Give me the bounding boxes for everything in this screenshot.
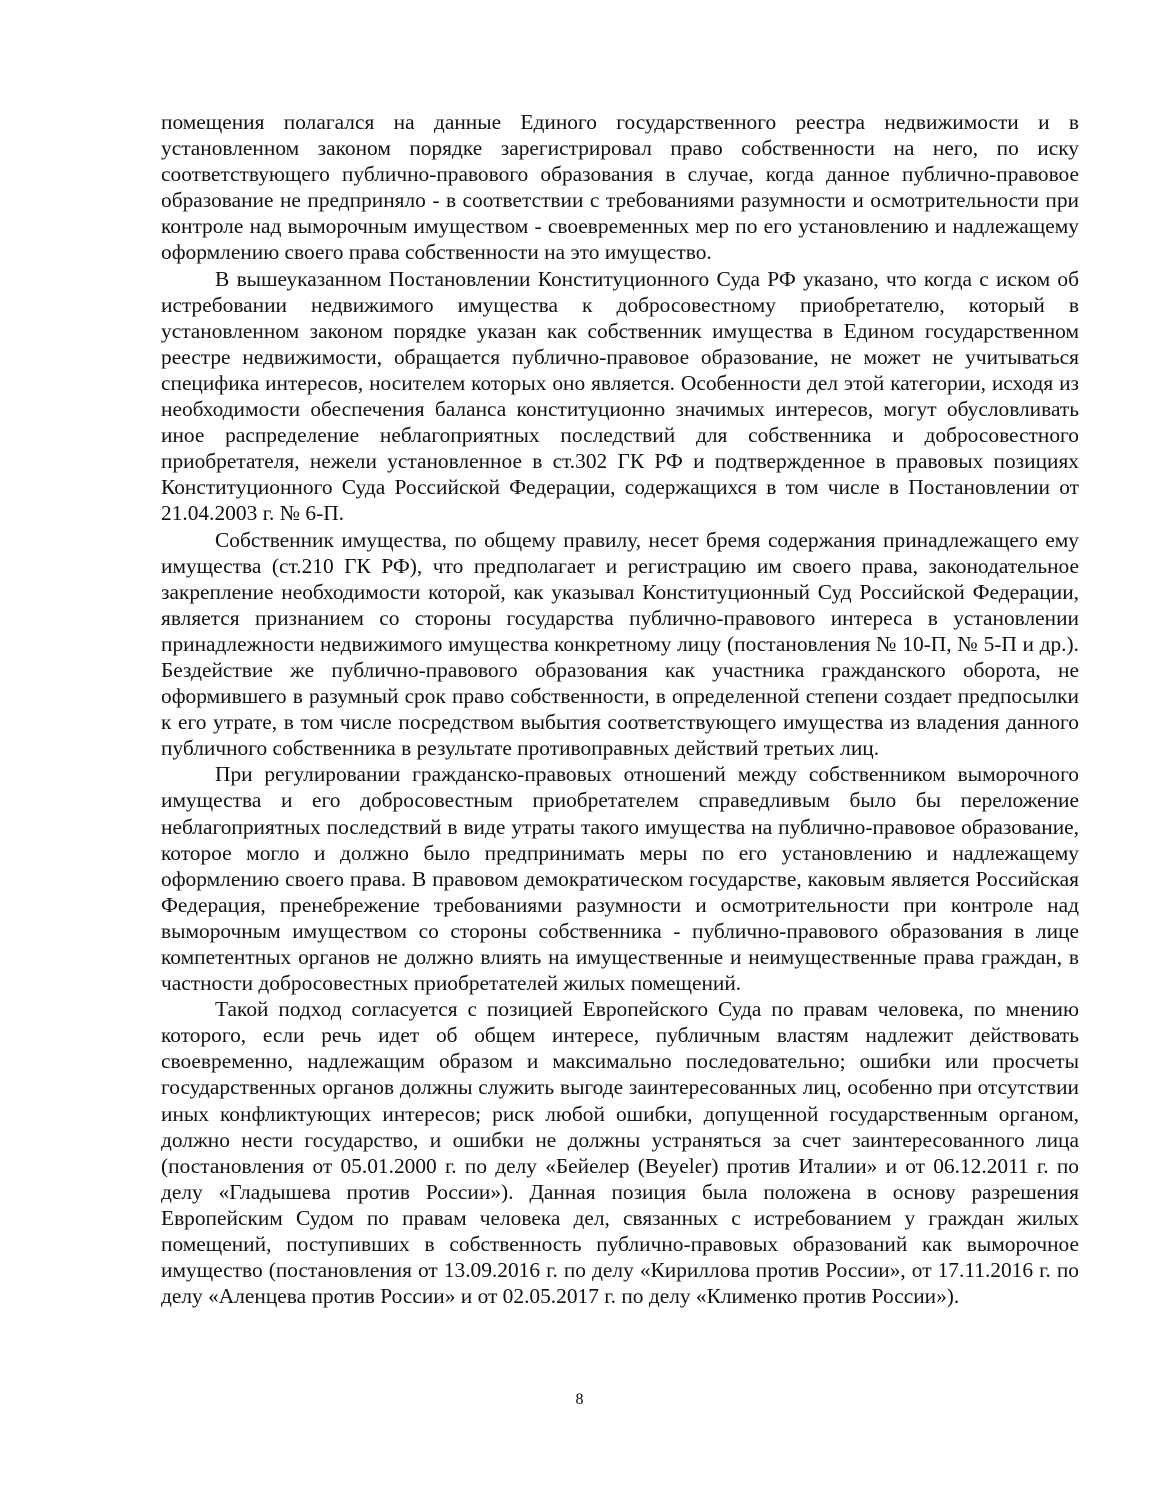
- paragraph-5: Такой подход согласуется с позицией Европейского Суда по правам человека, по мнению которого, если речь идет об общем интересе, публичным властям надлежит действовать своевременно, надлежащим образом и максимально последовательно; ошибки или просчеты государственных органов должны служить выгоде заинтересованных лиц, особенно при отсутствии иных конфликтующих интересов; риск любой ошибки, допущенной государственным органом, должно нести государство, и ошибки не должны устраняться за счет заинтересованного лица (постановления от 05.01.2000 г. по делу «Бейелер (Beyeler) против Италии» и от 06.12.2011 г. по делу «Гладышева против России»). Данная позиция была положена в основу разрешения Европейским Судом по правам человека дел, связанных с истребованием у граждан жилых помещений, поступивших в собственность публично-правовых образований как выморочное имущество (постановления от 13.09.2016 г. по делу «Кириллова против России», от 17.11.2016 г. по делу «Аленцева против России» и от 02.05.2017 г. по делу «Клименко против России»).: [161, 997, 1079, 1309]
- body-text: [161, 109, 1079, 1309]
- paragraph-1: помещения полагался на данные Единого государственного реестра недвижимости и в установленном законом порядке зарегистрировал право собственности на него, по иску соответствующего публично-правового образования в случае, когда данное публично-правовое образование не предприняло - в соответствии с требованиями разумности и осмотрительности при контроле над выморочным имуществом - своевременных мер по его установлению и надлежащему оформлению своего права собственности на это имущество.: [161, 110, 1079, 265]
- paragraph-3: Собственник имущества, по общему правилу, несет бремя содержания принадлежащего ему имущества (ст.210 ГК РФ), что предполагает и регистрацию им своего права, законодательное закрепление необходимости которой, как указывал Конституционный Суд Российской Федерации, является признанием со стороны государства публично-правового интереса в установлении принадлежности недвижимого имущества конкретному лицу (постановления № 10-П, № 5-П и др.). Бездействие же публично-правового образования как участника гражданского оборота, не оформившего в разумный срок право собственности, в определенной степени создает предпосылки к его утрате, в том числе посредством выбытия соответствующего имущества из владения данного публичного собственника в результате противоправных действий третьих лиц.: [161, 527, 1079, 761]
- page-number: 8: [575, 1391, 584, 1408]
- paragraph-4: При регулировании гражданско-правовых отношений между собственником выморочного имущества и его добросовестным приобретателем справедливым было бы переложение неблагоприятных последствий в виде утраты такого имущества на публично-правовое образование, которое могло и должно было предпринимать меры по его установлению и надлежащему оформлению своего права. В правовом демократическом государстве, каковым является Российская Федерация, пренебрежение требованиями разумности и осмотрительности при контроле над выморочным имуществом со стороны собственника - публично-правового образования в лице компетентных органов не должно влиять на имущественные и неимущественные права граждан, в частности добросовестных приобретателей жилых помещений.: [161, 762, 1079, 996]
- paragraph-2: В вышеуказанном Постановлении Конституционного Суда РФ указано, что когда с иском об истребовании недвижимого имущества к добросовестному приобретателю, который в установленном законом порядке указан как собственник имущества в Едином государственном реестре недвижимости, обращается публично-правовое образование, не может не учитываться специфика интересов, носителем которых оно является. Особенности дел этой категории, исходя из необходимости обеспечения баланса конституционно значимых интересов, могут обусловливать иное распределение неблагоприятных последствий для собственника и добросовестного приобретателя, нежели установленное в ст.302 ГК РФ и подтвержденное в правовых позициях Конституционного Суда Российской Федерации, содержащихся в том числе в Постановлении от 21.04.2003 г. № 6-П.: [161, 266, 1079, 526]
